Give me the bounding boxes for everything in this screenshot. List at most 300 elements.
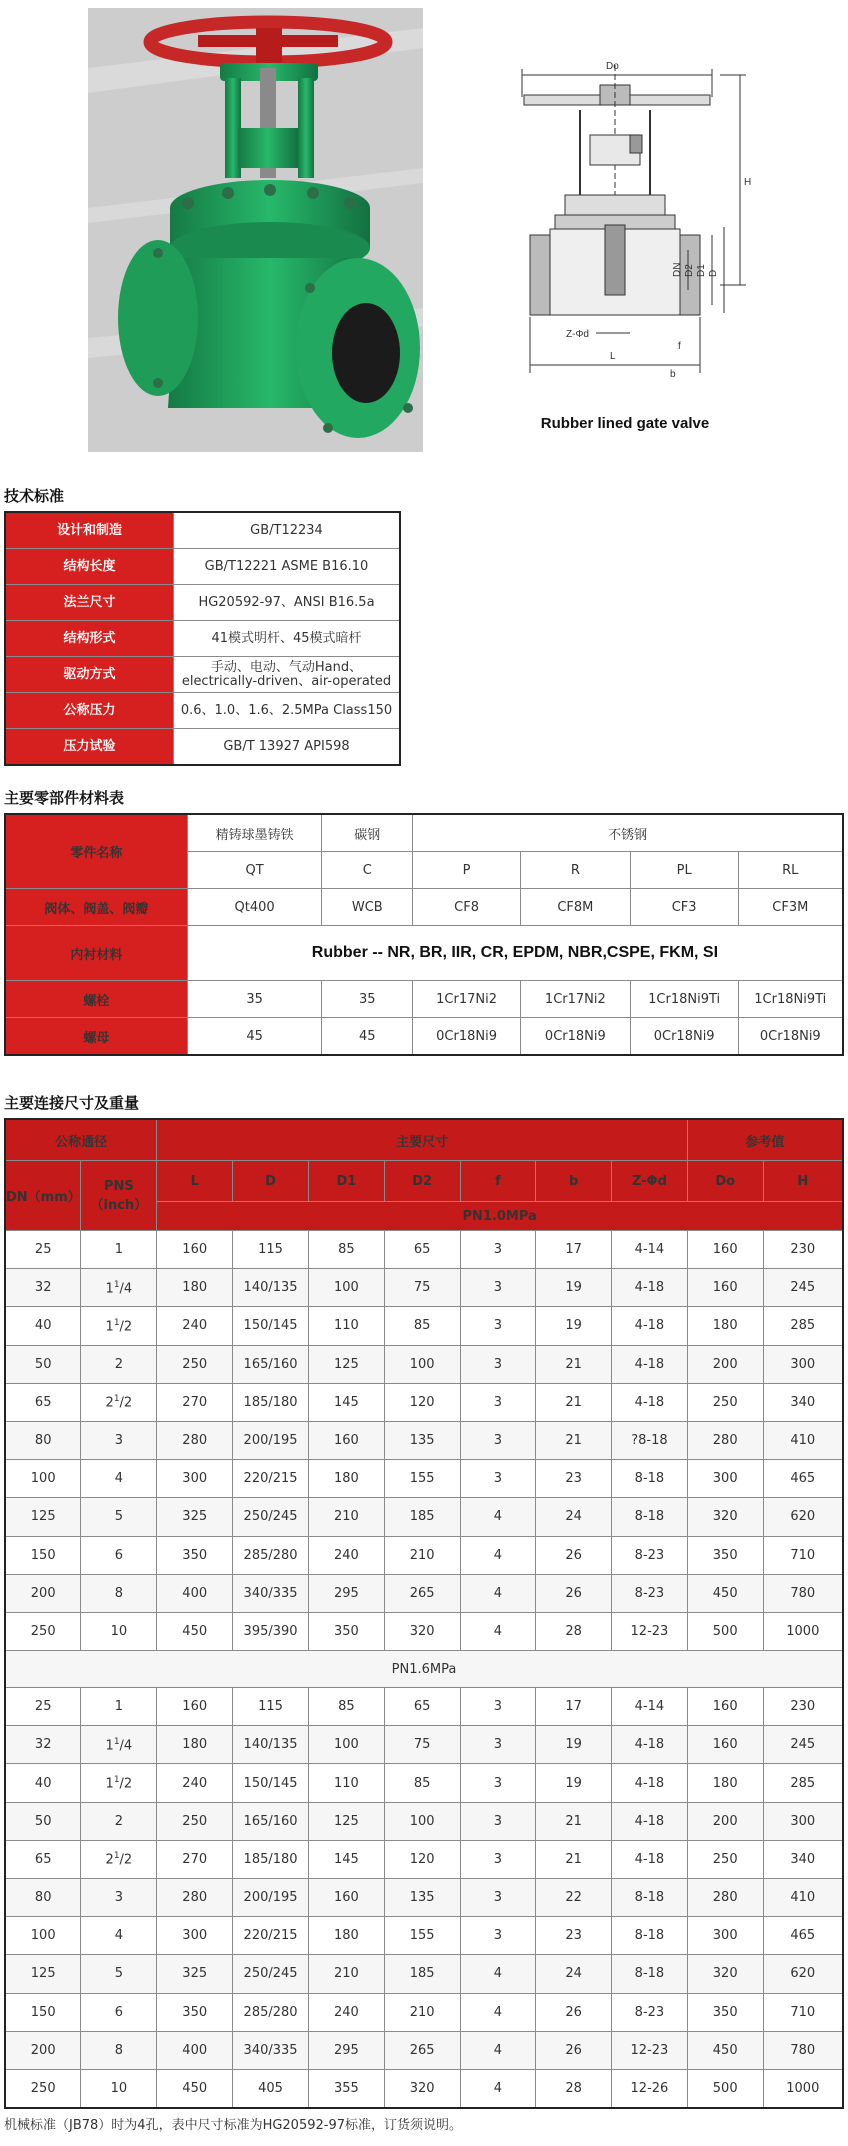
- table-row: [5, 2031, 843, 2069]
- table-row: [5, 1498, 843, 1536]
- dim-cell: 3: [460, 1764, 536, 1802]
- section-title-dimensions: 主要连接尺寸及重量: [4, 1094, 140, 1112]
- dim-cell: 450: [687, 2031, 763, 2069]
- tech-standard-key: 公称压力: [5, 693, 174, 729]
- dim-cell: 150/145: [233, 1764, 309, 1802]
- dim-cell: 3: [460, 1307, 536, 1345]
- dim-cell: 405: [233, 2069, 309, 2108]
- materials-cell: CF3M: [738, 889, 843, 926]
- dim-cell-pns: $2^1/2$: [81, 1383, 157, 1421]
- dim-cell: 280: [157, 1879, 233, 1917]
- dim-cell: 350: [157, 1993, 233, 2031]
- dim-cell: 3: [460, 1383, 536, 1421]
- dim-cell-dn: 80: [5, 1879, 81, 1917]
- materials-cell: 1Cr17Ni2: [520, 981, 630, 1018]
- dim-cell: 210: [309, 1498, 385, 1536]
- materials-table: [4, 813, 844, 1056]
- table-row: [5, 1307, 843, 1345]
- dim-cell-pns: 1: [81, 1231, 157, 1269]
- tech-standard-value: 手动、电动、气动Hand、electrically-driven、air-operated: [174, 657, 401, 693]
- materials-cell: 0Cr18Ni9: [630, 1018, 738, 1056]
- dim-cell: 250/245: [233, 1955, 309, 1993]
- dim-cell: 340: [763, 1840, 843, 1878]
- dim-cell: 145: [309, 1383, 385, 1421]
- dim-cell: 210: [384, 1536, 460, 1574]
- dim-label-b: b: [670, 369, 676, 380]
- table-row: [5, 1802, 843, 1840]
- dim-cell: 710: [763, 1993, 843, 2031]
- materials-cell: 35: [187, 981, 322, 1018]
- dim-cell: 19: [536, 1307, 612, 1345]
- dim-col-header: b: [536, 1161, 612, 1202]
- dim-cell: 12-23: [612, 1612, 688, 1650]
- dim-cell: 160: [309, 1421, 385, 1459]
- dim-cell: 4-18: [612, 1307, 688, 1345]
- dim-cell: 4-18: [612, 1840, 688, 1878]
- dim-cell: 150/145: [233, 1307, 309, 1345]
- dim-cell: 26: [536, 1536, 612, 1574]
- table-row: [5, 1688, 843, 1726]
- dim-cell-dn: 40: [5, 1307, 81, 1345]
- dim-cell-pns: $2^1/2$: [81, 1840, 157, 1878]
- tech-standard-key: 压力试验: [5, 729, 174, 766]
- tech-standard-row: [5, 729, 400, 766]
- materials-code: RL: [738, 852, 843, 889]
- dim-cell: 85: [384, 1764, 460, 1802]
- dim-cell: 120: [384, 1840, 460, 1878]
- dim-cell: 155: [384, 1917, 460, 1955]
- dim-cell: 19: [536, 1726, 612, 1764]
- dim-cell: 200: [687, 1802, 763, 1840]
- dim-cell: 155: [384, 1460, 460, 1498]
- dim-cell: 270: [157, 1840, 233, 1878]
- dim-cell: 410: [763, 1421, 843, 1459]
- dim-cell: 295: [309, 1574, 385, 1612]
- dim-cell: 620: [763, 1955, 843, 1993]
- table-row: [5, 1764, 843, 1802]
- dim-cell-pns: 6: [81, 1536, 157, 1574]
- dim-cell: 285: [763, 1764, 843, 1802]
- tech-standard-key: 驱动方式: [5, 657, 174, 693]
- dim-cell: 185/180: [233, 1383, 309, 1421]
- materials-cell: 45: [187, 1018, 322, 1056]
- dim-cell-dn: 32: [5, 1269, 81, 1307]
- dim-cell: 180: [157, 1726, 233, 1764]
- dim-cell-pns: 6: [81, 1993, 157, 2031]
- dim-cell: 8-23: [612, 1536, 688, 1574]
- materials-cell: 0Cr18Ni9: [413, 1018, 521, 1056]
- dim-group-header-ref: 参考值: [687, 1119, 843, 1161]
- dim-cell-dn: 125: [5, 1498, 81, 1536]
- dim-cell: 300: [157, 1460, 233, 1498]
- dim-label-zd: Z-Φd: [566, 329, 589, 340]
- dim-cell-dn: 150: [5, 1993, 81, 2031]
- dim-cell: 165/160: [233, 1802, 309, 1840]
- dim-cell: 75: [384, 1269, 460, 1307]
- dim-cell: 4: [460, 1955, 536, 1993]
- dim-cell: 450: [687, 1574, 763, 1612]
- dim-cell: 245: [763, 1726, 843, 1764]
- table-row: [5, 1231, 843, 1269]
- dim-cell: 4: [460, 1536, 536, 1574]
- dim-cell: 500: [687, 1612, 763, 1650]
- dim-cell: 125: [309, 1802, 385, 1840]
- dim-cell-pns: 1: [81, 1688, 157, 1726]
- tech-standard-value: GB/T 13927 API598: [174, 729, 401, 766]
- dim-cell: 300: [763, 1345, 843, 1383]
- dim-cell-pns: 5: [81, 1955, 157, 1993]
- dim-cell: 185: [384, 1498, 460, 1536]
- materials-cell: 45: [322, 1018, 413, 1056]
- dim-col-header: H: [763, 1161, 843, 1202]
- dim-cell: 780: [763, 2031, 843, 2069]
- table-row: [5, 2069, 843, 2108]
- dim-cell: 1000: [763, 1612, 843, 1650]
- materials-cell: 1Cr18Ni9Ti: [738, 981, 843, 1018]
- dim-cell: 115: [233, 1231, 309, 1269]
- dim-cell: 8-18: [612, 1460, 688, 1498]
- dim-cell: 3: [460, 1802, 536, 1840]
- dim-cell: 4-18: [612, 1383, 688, 1421]
- dim-cell: 8-18: [612, 1498, 688, 1536]
- dim-cell: 110: [309, 1307, 385, 1345]
- dim-cell: 23: [536, 1460, 612, 1498]
- dim-cell: 280: [157, 1421, 233, 1459]
- dim-cell-pns: 8: [81, 1574, 157, 1612]
- table-row: [5, 1536, 843, 1574]
- dim-cell: 8-18: [612, 1955, 688, 1993]
- dim-cell: 100: [384, 1345, 460, 1383]
- valve-photo-illustration: [88, 8, 423, 452]
- dim-cell: 21: [536, 1840, 612, 1878]
- dim-cell: 75: [384, 1726, 460, 1764]
- dim-cell: 620: [763, 1498, 843, 1536]
- dim-cell: 125: [309, 1345, 385, 1383]
- dim-cell: 8-18: [612, 1917, 688, 1955]
- dim-cell: 140/135: [233, 1726, 309, 1764]
- dim-cell: 285/280: [233, 1536, 309, 1574]
- dim-cell: 3: [460, 1231, 536, 1269]
- dim-cell: 8-18: [612, 1879, 688, 1917]
- dim-cell: 210: [309, 1955, 385, 1993]
- materials-cell: 1Cr17Ni2: [413, 981, 521, 1018]
- dim-cell: 4-18: [612, 1802, 688, 1840]
- dim-cell-pns: 10: [81, 2069, 157, 2108]
- materials-row: [5, 981, 843, 1018]
- dim-cell: 160: [687, 1269, 763, 1307]
- dim-cell: 12-26: [612, 2069, 688, 2108]
- dim-cell: 350: [309, 1612, 385, 1650]
- dim-cell-dn: 200: [5, 1574, 81, 1612]
- dim-cell: 22: [536, 1879, 612, 1917]
- dim-cell: 21: [536, 1383, 612, 1421]
- dim-cell: 450: [157, 1612, 233, 1650]
- dim-pn2-label: PN1.6MPa: [5, 1651, 843, 1688]
- dim-cell: 3: [460, 1460, 536, 1498]
- tech-standard-key: 结构形式: [5, 621, 174, 657]
- dim-cell-pns: 4: [81, 1917, 157, 1955]
- dim-cell: 400: [157, 1574, 233, 1612]
- dim-cell: 295: [309, 2031, 385, 2069]
- tech-standard-key: 设计和制造: [5, 512, 174, 549]
- dim-col-header: Do: [687, 1161, 763, 1202]
- materials-cell: 0Cr18Ni9: [738, 1018, 843, 1056]
- dim-cell-dn: 50: [5, 1345, 81, 1383]
- dim-cell-dn: 125: [5, 1955, 81, 1993]
- dim-cell: 220/215: [233, 1460, 309, 1498]
- dim-cell: 3: [460, 1840, 536, 1878]
- materials-row-name: 螺栓: [5, 981, 187, 1018]
- dim-label-do: Do: [606, 61, 619, 72]
- dim-cell: 100: [309, 1269, 385, 1307]
- dim-cell: 285/280: [233, 1993, 309, 2031]
- materials-code: R: [520, 852, 630, 889]
- materials-cell: CF3: [630, 889, 738, 926]
- tech-standard-row: [5, 657, 400, 693]
- table-row: [5, 1383, 843, 1421]
- table-row: [5, 1726, 843, 1764]
- dim-cell: 8-23: [612, 1993, 688, 2031]
- dim-label-d2: D2: [684, 264, 695, 277]
- tech-standard-value: 41模式明杆、45模式暗杆: [174, 621, 401, 657]
- dim-cell-pns: 3: [81, 1421, 157, 1459]
- materials-row: [5, 889, 843, 926]
- dim-col-header: L: [157, 1161, 233, 1202]
- dim-cell: 320: [384, 1612, 460, 1650]
- dim-cell: 3: [460, 1726, 536, 1764]
- dim-cell: 65: [384, 1231, 460, 1269]
- dim-label-d1: D1: [696, 264, 707, 277]
- dim-cell: 300: [763, 1802, 843, 1840]
- dim-col-header-pns: PNS（inch）: [81, 1161, 157, 1231]
- dim-cell: 165/160: [233, 1345, 309, 1383]
- dim-cell: 12-23: [612, 2031, 688, 2069]
- dim-cell: 3: [460, 1917, 536, 1955]
- dim-col-header: Z-Φd: [612, 1161, 688, 1202]
- dim-cell: 160: [687, 1726, 763, 1764]
- dim-cell: 250/245: [233, 1498, 309, 1536]
- dim-cell: 395/390: [233, 1612, 309, 1650]
- dim-cell: 250: [687, 1840, 763, 1878]
- dim-cell-pns: 2: [81, 1802, 157, 1840]
- dim-cell: 85: [384, 1307, 460, 1345]
- dim-cell: 28: [536, 2069, 612, 2108]
- dim-cell: 115: [233, 1688, 309, 1726]
- table-row: [5, 1840, 843, 1878]
- dim-cell-dn: 32: [5, 1726, 81, 1764]
- dim-cell-dn: 150: [5, 1536, 81, 1574]
- dim-cell: 110: [309, 1764, 385, 1802]
- table-row: [5, 1879, 843, 1917]
- dim-cell: 450: [157, 2069, 233, 2108]
- table-row: [5, 1345, 843, 1383]
- dim-cell-dn: 80: [5, 1421, 81, 1459]
- dim-cell: 300: [687, 1460, 763, 1498]
- dim-cell: 23: [536, 1917, 612, 1955]
- dim-cell: 24: [536, 1955, 612, 1993]
- tech-standard-value: GB/T12234: [174, 512, 401, 549]
- dim-cell: 350: [687, 1536, 763, 1574]
- tech-standard-row: [5, 549, 400, 585]
- dim-cell: 85: [309, 1231, 385, 1269]
- dim-cell: 285: [763, 1307, 843, 1345]
- dim-cell: 65: [384, 1688, 460, 1726]
- dim-label-l: L: [610, 351, 616, 362]
- dim-cell: 230: [763, 1231, 843, 1269]
- dim-col-header: f: [460, 1161, 536, 1202]
- dim-cell: 240: [157, 1307, 233, 1345]
- materials-cell: 35: [322, 981, 413, 1018]
- dim-cell: 19: [536, 1269, 612, 1307]
- dim-cell: 19: [536, 1764, 612, 1802]
- dim-cell-dn: 250: [5, 2069, 81, 2108]
- materials-group-header: 不锈钢: [413, 814, 843, 852]
- dim-cell-dn: 25: [5, 1688, 81, 1726]
- dim-cell: 280: [687, 1421, 763, 1459]
- tech-standard-row: [5, 512, 400, 549]
- dim-cell: 4: [460, 2069, 536, 2108]
- dim-cell: 180: [687, 1307, 763, 1345]
- dim-cell-pns: 5: [81, 1498, 157, 1536]
- dim-cell: 4: [460, 1993, 536, 2031]
- dim-cell: 4: [460, 1612, 536, 1650]
- dim-cell: 500: [687, 2069, 763, 2108]
- section-title-materials: 主要零部件材料表: [4, 789, 125, 807]
- tech-standard-value: HG20592-97、ANSI B16.5a: [174, 585, 401, 621]
- dim-cell: 185: [384, 1955, 460, 1993]
- table-row: [5, 1460, 843, 1498]
- dim-cell: 300: [157, 1917, 233, 1955]
- tech-standard-row: [5, 693, 400, 729]
- dim-group-header-nominal: 公称通径: [5, 1119, 157, 1161]
- table-row: [5, 1574, 843, 1612]
- dim-cell: 200: [687, 1345, 763, 1383]
- dim-cell-pns: 8: [81, 2031, 157, 2069]
- table-row: [5, 1955, 843, 1993]
- dim-cell: 160: [157, 1231, 233, 1269]
- dim-cell: 340/335: [233, 2031, 309, 2069]
- dim-cell-dn: 65: [5, 1840, 81, 1878]
- dim-cell: 220/215: [233, 1917, 309, 1955]
- dim-cell: 4: [460, 1574, 536, 1612]
- section-title-tech-standard: 技术标准: [4, 487, 65, 505]
- dim-cell: 320: [384, 2069, 460, 2108]
- dim-cell: 100: [309, 1726, 385, 1764]
- dim-cell-dn: 100: [5, 1460, 81, 1498]
- tech-standard-value: 0.6、1.0、1.6、2.5MPa Class150: [174, 693, 401, 729]
- dim-cell: 340/335: [233, 1574, 309, 1612]
- materials-row-name: 阀体、阀盖、阀瓣: [5, 889, 187, 926]
- tech-standard-row: [5, 621, 400, 657]
- materials-header-part-name: 零件名称: [5, 814, 187, 889]
- materials-group-header: 精铸球墨铸铁: [187, 814, 322, 852]
- dim-cell: 26: [536, 1993, 612, 2031]
- dim-cell: 140/135: [233, 1269, 309, 1307]
- table-row: [5, 1917, 843, 1955]
- dim-cell-dn: 50: [5, 1802, 81, 1840]
- dim-cell: ?8-18: [612, 1421, 688, 1459]
- dim-cell: 465: [763, 1460, 843, 1498]
- table-row: [5, 1612, 843, 1650]
- table-row: [5, 1269, 843, 1307]
- dim-cell-pns: 4: [81, 1460, 157, 1498]
- dim-pn1-label: PN1.0MPa: [157, 1202, 843, 1231]
- dim-cell: 240: [309, 1536, 385, 1574]
- dim-cell: 355: [309, 2069, 385, 2108]
- dim-cell: 350: [687, 1993, 763, 2031]
- dim-cell: 26: [536, 1574, 612, 1612]
- materials-row-name: 螺母: [5, 1018, 187, 1056]
- dim-cell: 465: [763, 1917, 843, 1955]
- dim-cell: 135: [384, 1421, 460, 1459]
- product-photo: [88, 8, 423, 452]
- dim-cell: 4-18: [612, 1269, 688, 1307]
- dim-cell: 265: [384, 2031, 460, 2069]
- drawing-caption: Rubber lined gate valve: [540, 415, 710, 432]
- dim-cell: 210: [384, 1993, 460, 2031]
- dim-cell-pns: 3: [81, 1879, 157, 1917]
- dim-cell: 85: [309, 1688, 385, 1726]
- materials-cell: CF8: [413, 889, 521, 926]
- dim-cell: 160: [687, 1231, 763, 1269]
- dim-cell: 24: [536, 1498, 612, 1536]
- dim-col-header: D2: [384, 1161, 460, 1202]
- dim-cell-dn: 100: [5, 1917, 81, 1955]
- valve-section-drawing: [510, 55, 755, 410]
- dim-cell: 160: [157, 1688, 233, 1726]
- dim-cell: 135: [384, 1879, 460, 1917]
- tech-standard-key: 结构长度: [5, 549, 174, 585]
- dim-cell: 200/195: [233, 1879, 309, 1917]
- dim-cell: 3: [460, 1688, 536, 1726]
- dim-cell: 340: [763, 1383, 843, 1421]
- dim-label-d: D: [708, 269, 719, 277]
- dim-cell: 325: [157, 1955, 233, 1993]
- dim-cell: 4: [460, 1498, 536, 1536]
- dim-cell: 270: [157, 1383, 233, 1421]
- dim-col-header: D: [233, 1161, 309, 1202]
- dim-cell: 280: [687, 1879, 763, 1917]
- dim-cell: 21: [536, 1802, 612, 1840]
- dim-label-dn: DN: [672, 262, 683, 277]
- dim-cell: 120: [384, 1383, 460, 1421]
- dim-cell-dn: 65: [5, 1383, 81, 1421]
- dim-cell: 4-14: [612, 1231, 688, 1269]
- dimensions-table: [4, 1118, 844, 2109]
- dim-cell: 3: [460, 1421, 536, 1459]
- dim-cell: 145: [309, 1840, 385, 1878]
- dim-cell: 100: [384, 1802, 460, 1840]
- materials-row-lining-label: 内衬材料: [5, 926, 187, 981]
- dim-cell: 160: [687, 1688, 763, 1726]
- dim-group-header-main: 主要尺寸: [157, 1119, 687, 1161]
- dim-label-h: H: [744, 177, 752, 188]
- dim-cell: 3: [460, 1345, 536, 1383]
- dim-cell: 17: [536, 1231, 612, 1269]
- footnote: 机械标准（JB78）时为4孔，表中尺寸标准为HG20592-97标准，订货须说明。: [4, 2118, 463, 2133]
- dim-cell-pns: $1^1/2$: [81, 1307, 157, 1345]
- dim-cell-pns: $1^1/4$: [81, 1269, 157, 1307]
- dim-cell: 780: [763, 1574, 843, 1612]
- dim-cell: 350: [157, 1536, 233, 1574]
- materials-cell: WCB: [322, 889, 413, 926]
- dim-col-header-dn: DN（mm）: [5, 1161, 81, 1231]
- dim-cell: 400: [157, 2031, 233, 2069]
- table-row: [5, 1993, 843, 2031]
- dim-cell: 180: [309, 1460, 385, 1498]
- dim-cell: 21: [536, 1421, 612, 1459]
- dim-cell-dn: 250: [5, 1612, 81, 1650]
